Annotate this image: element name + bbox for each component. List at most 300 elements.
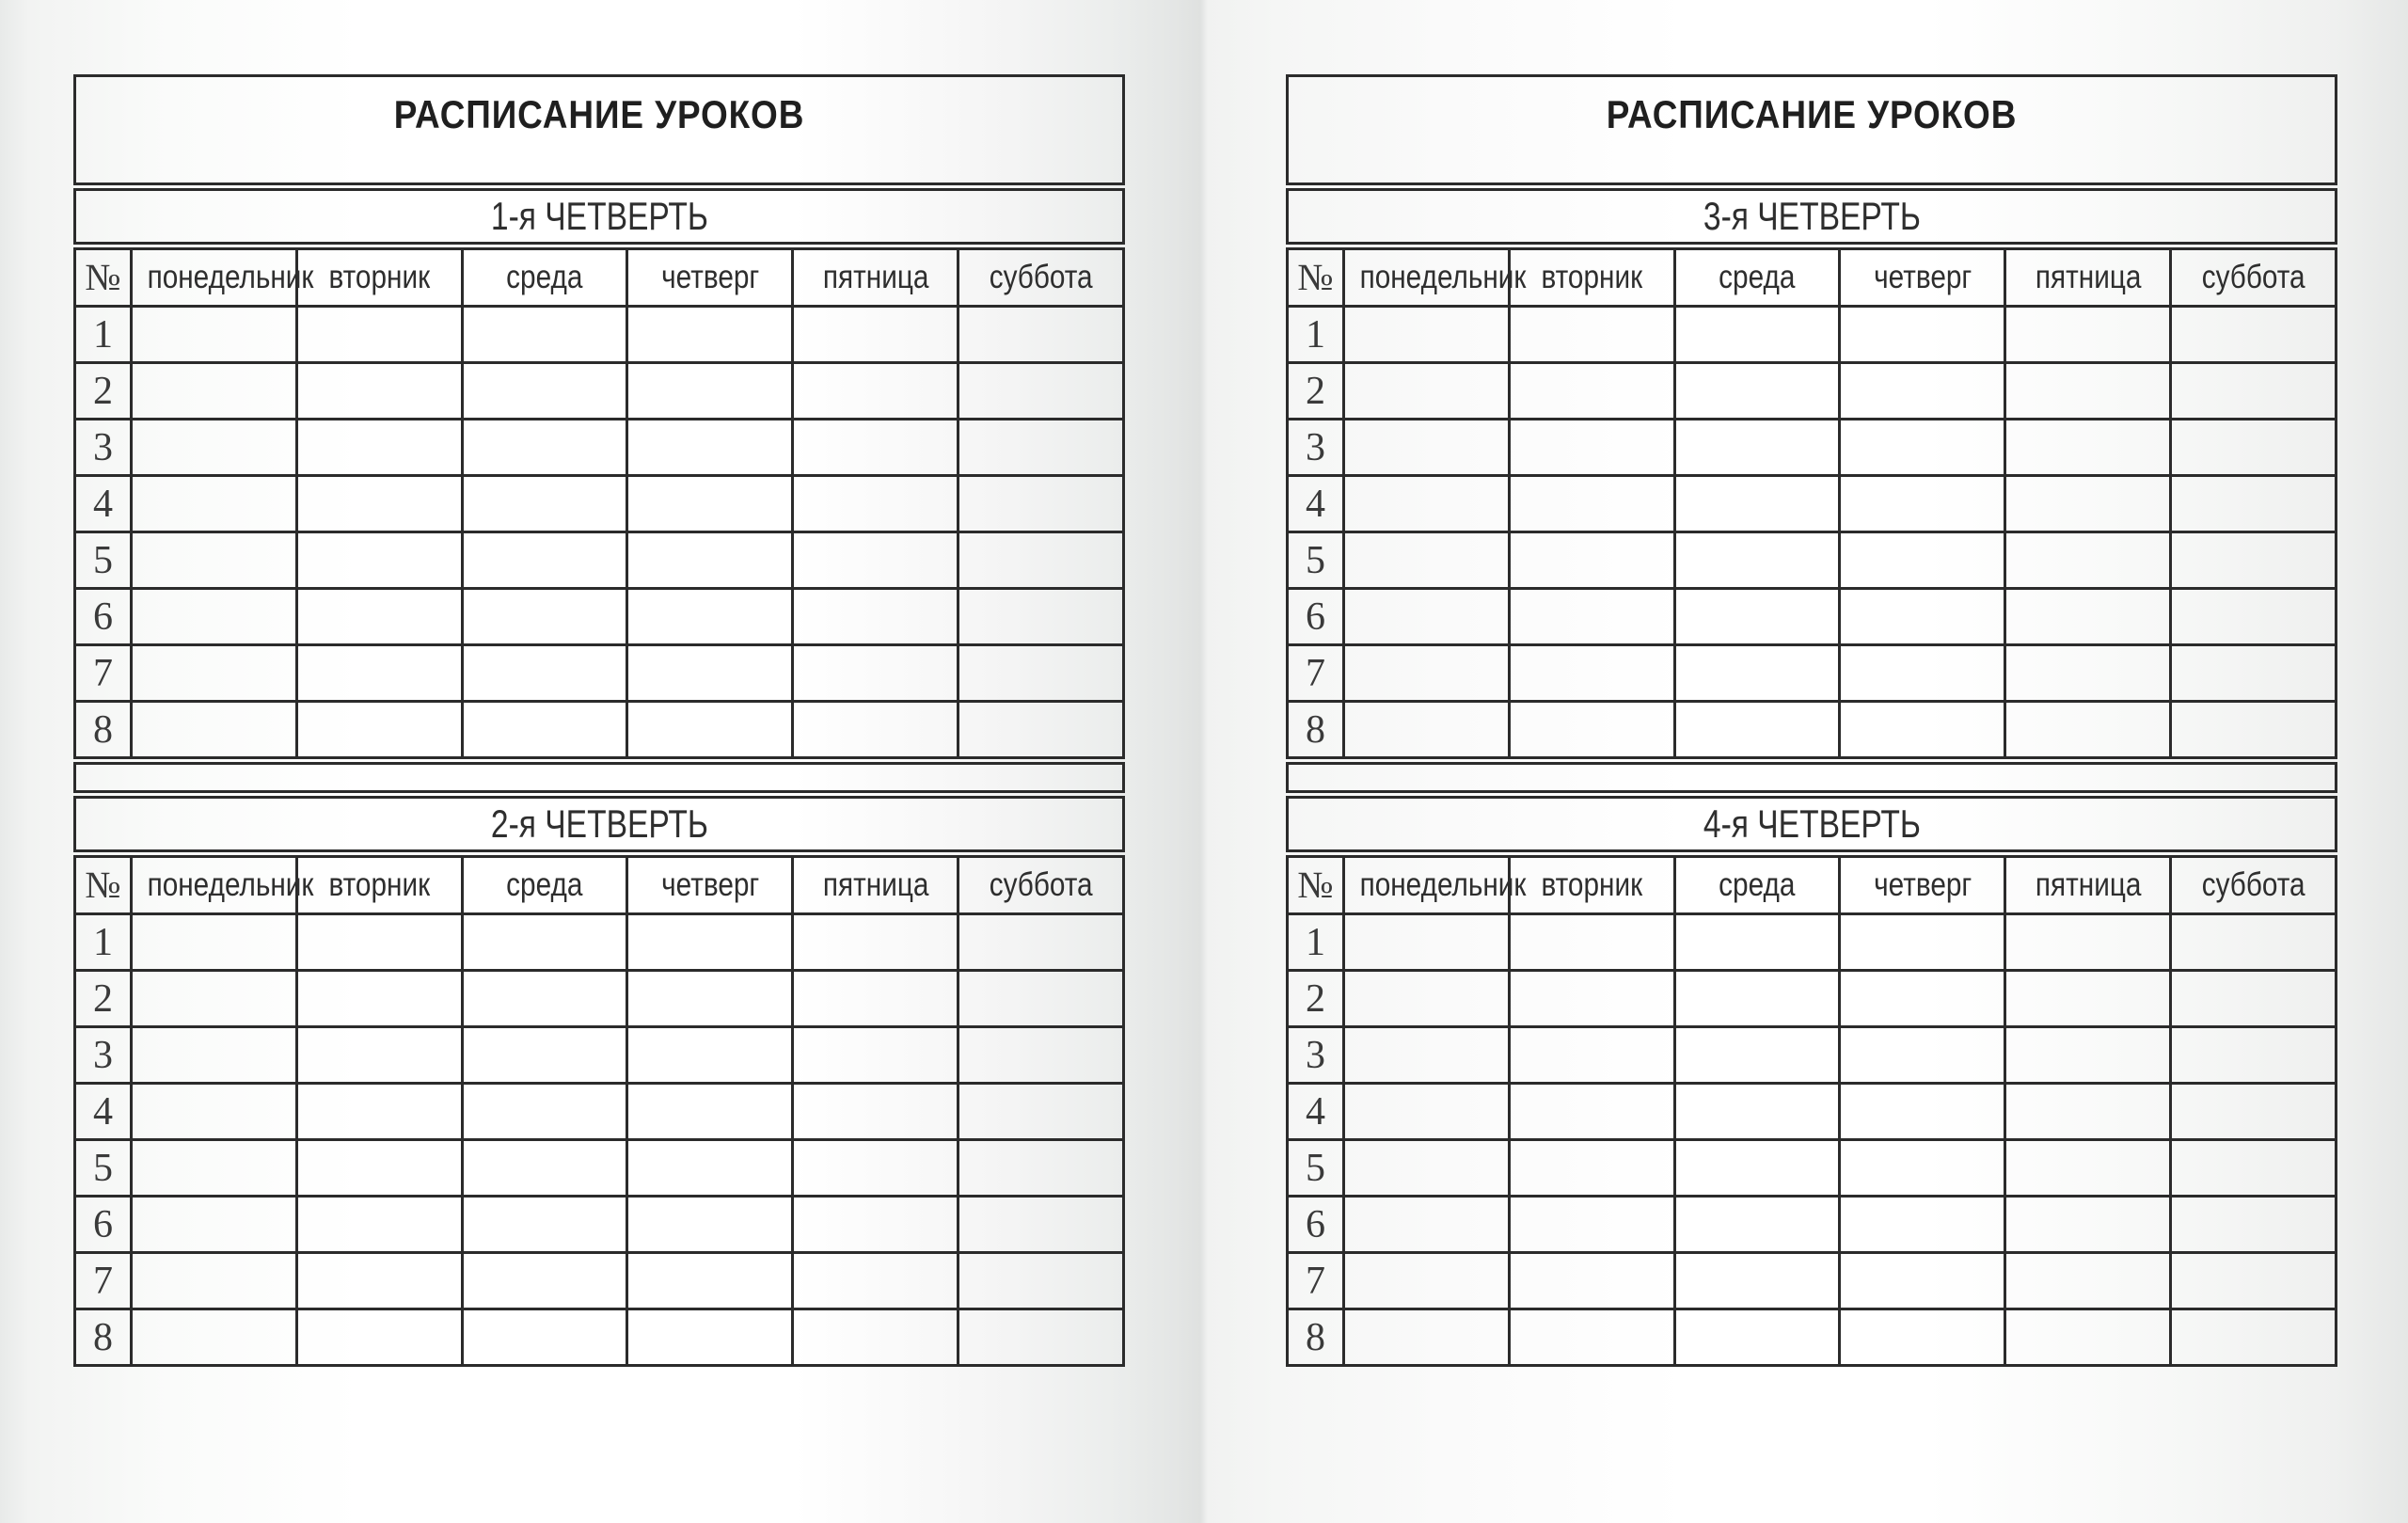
day-header-row xyxy=(1288,249,2337,307)
lesson-row xyxy=(75,702,1124,758)
lesson-number: 8 xyxy=(75,1309,132,1366)
day-header: четверг xyxy=(1840,857,2005,914)
schedule-cell[interactable] xyxy=(1344,914,1510,971)
lesson-number: 2 xyxy=(75,363,132,420)
schedule-cell[interactable] xyxy=(132,476,297,532)
schedule-cell[interactable] xyxy=(462,1084,627,1140)
schedule-cell[interactable] xyxy=(2005,1309,2171,1366)
schedule-cell[interactable] xyxy=(1344,702,1510,758)
schedule-cell[interactable] xyxy=(793,476,958,532)
schedule-cell[interactable] xyxy=(1509,476,1674,532)
left-page-title-box xyxy=(73,74,1125,185)
schedule-cell[interactable] xyxy=(627,1140,793,1197)
day-header: пятница xyxy=(2005,857,2171,914)
schedule-cell[interactable] xyxy=(958,532,1124,589)
schedule-cell[interactable] xyxy=(1509,1197,1674,1253)
quarter-header-q3 xyxy=(1286,188,2337,245)
page-title: РАСПИСАНИЕ УРОКОВ xyxy=(393,92,805,136)
schedule-cell[interactable] xyxy=(1674,589,1840,645)
schedule-cell[interactable] xyxy=(958,914,1124,971)
schedule-cell[interactable] xyxy=(958,1027,1124,1084)
lesson-row xyxy=(1288,307,2337,363)
schedule-cell[interactable] xyxy=(296,589,462,645)
lesson-number: 1 xyxy=(1288,307,1344,363)
schedule-cell[interactable] xyxy=(462,476,627,532)
schedule-cell[interactable] xyxy=(958,645,1124,702)
schedule-cell[interactable] xyxy=(2171,702,2337,758)
schedule-cell[interactable] xyxy=(1840,307,2005,363)
day-header: пятница xyxy=(2005,249,2171,307)
section-spacer xyxy=(1286,762,2337,793)
schedule-cell[interactable] xyxy=(1674,1140,1840,1197)
schedule-cell[interactable] xyxy=(627,363,793,420)
day-header: вторник xyxy=(1509,857,1674,914)
schedule-cell[interactable] xyxy=(2171,1084,2337,1140)
schedule-cell[interactable] xyxy=(1509,1140,1674,1197)
day-header: среда xyxy=(462,857,627,914)
schedule-cell[interactable] xyxy=(132,1253,297,1309)
schedule-cell[interactable] xyxy=(1840,476,2005,532)
lesson-number: 8 xyxy=(1288,702,1344,758)
lesson-row xyxy=(1288,1140,2337,1197)
lesson-row xyxy=(1288,971,2337,1027)
lesson-row xyxy=(75,971,1124,1027)
lesson-number: 2 xyxy=(1288,363,1344,420)
schedule-cell[interactable] xyxy=(1344,476,1510,532)
schedule-cell[interactable] xyxy=(2005,1197,2171,1253)
lesson-number: 5 xyxy=(1288,532,1344,589)
lesson-row xyxy=(1288,645,2337,702)
day-header: суббота xyxy=(958,857,1124,914)
schedule-cell[interactable] xyxy=(296,1309,462,1366)
schedule-cell[interactable] xyxy=(132,702,297,758)
schedule-cell[interactable] xyxy=(1840,532,2005,589)
schedule-cell[interactable] xyxy=(462,1140,627,1197)
schedule-cell[interactable] xyxy=(296,476,462,532)
lesson-row xyxy=(1288,532,2337,589)
schedule-cell[interactable] xyxy=(462,1027,627,1084)
lesson-number: 5 xyxy=(1288,1140,1344,1197)
schedule-cell[interactable] xyxy=(627,420,793,476)
schedule-cell[interactable] xyxy=(296,914,462,971)
lesson-row xyxy=(1288,1253,2337,1309)
schedule-cell[interactable] xyxy=(793,420,958,476)
schedule-cell[interactable] xyxy=(132,1084,297,1140)
schedule-cell[interactable] xyxy=(296,971,462,1027)
schedule-cell[interactable] xyxy=(2171,645,2337,702)
schedule-cell[interactable] xyxy=(793,363,958,420)
schedule-cell[interactable] xyxy=(2005,307,2171,363)
day-header: вторник xyxy=(296,249,462,307)
lesson-row xyxy=(1288,476,2337,532)
lesson-number: 5 xyxy=(75,532,132,589)
lesson-number: 2 xyxy=(1288,971,1344,1027)
schedule-cell[interactable] xyxy=(793,971,958,1027)
schedule-cell[interactable] xyxy=(2005,363,2171,420)
schedule-cell[interactable] xyxy=(462,420,627,476)
schedule-cell[interactable] xyxy=(793,702,958,758)
schedule-cell[interactable] xyxy=(1344,532,1510,589)
day-header: четверг xyxy=(627,249,793,307)
lesson-row xyxy=(1288,420,2337,476)
day-header: вторник xyxy=(1509,249,1674,307)
quarter-label: 1-я ЧЕТВЕРТЬ xyxy=(490,194,708,238)
lesson-number: 1 xyxy=(75,307,132,363)
schedule-cell[interactable] xyxy=(1344,971,1510,1027)
schedule-cell[interactable] xyxy=(1344,1027,1510,1084)
number-column-header: № xyxy=(1288,857,1344,914)
schedule-cell[interactable] xyxy=(2171,532,2337,589)
lesson-number: 8 xyxy=(1288,1309,1344,1366)
day-header: среда xyxy=(462,249,627,307)
schedule-cell[interactable] xyxy=(1674,1197,1840,1253)
schedule-cell[interactable] xyxy=(1840,363,2005,420)
left-page xyxy=(73,74,1125,1367)
lesson-number: 3 xyxy=(75,1027,132,1084)
schedule-cell[interactable] xyxy=(462,589,627,645)
schedule-cell[interactable] xyxy=(1840,971,2005,1027)
schedule-cell[interactable] xyxy=(296,307,462,363)
schedule-cell[interactable] xyxy=(793,589,958,645)
schedule-cell[interactable] xyxy=(1674,914,1840,971)
schedule-cell[interactable] xyxy=(1840,645,2005,702)
schedule-cell[interactable] xyxy=(1840,702,2005,758)
lesson-row xyxy=(75,645,1124,702)
day-header: четверг xyxy=(1840,249,2005,307)
lesson-number: 6 xyxy=(1288,1197,1344,1253)
schedule-cell[interactable] xyxy=(132,1197,297,1253)
schedule-cell[interactable] xyxy=(1509,1084,1674,1140)
schedule-cell[interactable] xyxy=(2005,476,2171,532)
schedule-cell[interactable] xyxy=(132,914,297,971)
schedule-cell[interactable] xyxy=(1344,1197,1510,1253)
schedule-cell[interactable] xyxy=(462,702,627,758)
schedule-cell[interactable] xyxy=(296,1140,462,1197)
right-page xyxy=(1286,74,2337,1367)
schedule-cell[interactable] xyxy=(627,702,793,758)
lesson-row xyxy=(1288,363,2337,420)
schedule-cell[interactable] xyxy=(2005,702,2171,758)
schedule-cell[interactable] xyxy=(1509,307,1674,363)
schedule-cell[interactable] xyxy=(958,1309,1124,1366)
schedule-cell[interactable] xyxy=(2005,589,2171,645)
schedule-cell[interactable] xyxy=(2005,971,2171,1027)
schedule-cell[interactable] xyxy=(793,1197,958,1253)
schedule-cell[interactable] xyxy=(958,1084,1124,1140)
schedule-cell[interactable] xyxy=(2171,363,2337,420)
lesson-number: 5 xyxy=(75,1140,132,1197)
schedule-cell[interactable] xyxy=(296,420,462,476)
lesson-number: 3 xyxy=(1288,1027,1344,1084)
schedule-cell[interactable] xyxy=(793,1140,958,1197)
schedule-cell[interactable] xyxy=(1840,1084,2005,1140)
schedule-cell[interactable] xyxy=(132,1309,297,1366)
schedule-cell[interactable] xyxy=(793,914,958,971)
schedule-cell[interactable] xyxy=(1509,1027,1674,1084)
schedule-cell[interactable] xyxy=(2171,589,2337,645)
schedule-cell[interactable] xyxy=(462,645,627,702)
schedule-cell[interactable] xyxy=(462,1253,627,1309)
day-header: суббота xyxy=(2171,249,2337,307)
lesson-row xyxy=(1288,1197,2337,1253)
schedule-cell[interactable] xyxy=(132,589,297,645)
schedule-cell[interactable] xyxy=(793,307,958,363)
schedule-cell[interactable] xyxy=(1509,363,1674,420)
schedule-cell[interactable] xyxy=(958,1253,1124,1309)
schedule-cell[interactable] xyxy=(462,1197,627,1253)
day-header: среда xyxy=(1674,857,1840,914)
schedule-cell[interactable] xyxy=(1674,702,1840,758)
schedule-cell[interactable] xyxy=(1344,589,1510,645)
schedule-cell[interactable] xyxy=(132,1140,297,1197)
day-header: понедельник xyxy=(1344,249,1510,307)
quarter-header-q2 xyxy=(73,796,1125,852)
lesson-number: 6 xyxy=(75,589,132,645)
schedule-cell[interactable] xyxy=(1509,645,1674,702)
schedule-cell[interactable] xyxy=(296,1253,462,1309)
lesson-number: 6 xyxy=(75,1197,132,1253)
lesson-row xyxy=(1288,1084,2337,1140)
quarter-3-schedule-table xyxy=(1286,247,2337,759)
schedule-cell[interactable] xyxy=(627,1084,793,1140)
schedule-cell[interactable] xyxy=(1509,1253,1674,1309)
lesson-number: 7 xyxy=(75,1253,132,1309)
schedule-cell[interactable] xyxy=(132,645,297,702)
schedule-cell[interactable] xyxy=(958,1197,1124,1253)
schedule-cell[interactable] xyxy=(2171,1027,2337,1084)
number-column-header: № xyxy=(1288,249,1344,307)
schedule-cell[interactable] xyxy=(1509,420,1674,476)
schedule-cell[interactable] xyxy=(1509,1309,1674,1366)
schedule-cell[interactable] xyxy=(1674,1309,1840,1366)
schedule-cell[interactable] xyxy=(958,363,1124,420)
schedule-cell[interactable] xyxy=(1509,532,1674,589)
schedule-cell[interactable] xyxy=(2005,1253,2171,1309)
right-page-title-box xyxy=(1286,74,2337,185)
schedule-cell[interactable] xyxy=(462,532,627,589)
quarter-label: 3-я ЧЕТВЕРТЬ xyxy=(1703,194,1921,238)
schedule-cell[interactable] xyxy=(2171,307,2337,363)
schedule-cell[interactable] xyxy=(2005,914,2171,971)
quarter-header-q1 xyxy=(73,188,1125,245)
schedule-cell[interactable] xyxy=(627,476,793,532)
schedule-cell[interactable] xyxy=(1344,645,1510,702)
schedule-cell[interactable] xyxy=(1674,363,1840,420)
lesson-number: 4 xyxy=(1288,476,1344,532)
day-header: суббота xyxy=(2171,857,2337,914)
schedule-cell[interactable] xyxy=(2005,420,2171,476)
lesson-row xyxy=(1288,589,2337,645)
lesson-row xyxy=(75,589,1124,645)
schedule-cell[interactable] xyxy=(627,1253,793,1309)
schedule-cell[interactable] xyxy=(627,589,793,645)
schedule-cell[interactable] xyxy=(132,1027,297,1084)
schedule-cell[interactable] xyxy=(132,971,297,1027)
schedule-cell[interactable] xyxy=(1509,702,1674,758)
lesson-number: 4 xyxy=(75,476,132,532)
schedule-cell[interactable] xyxy=(627,532,793,589)
schedule-cell[interactable] xyxy=(1674,971,1840,1027)
schedule-cell[interactable] xyxy=(1344,1253,1510,1309)
lesson-number: 3 xyxy=(75,420,132,476)
schedule-cell[interactable] xyxy=(462,914,627,971)
day-header: понедельник xyxy=(132,249,297,307)
schedule-cell[interactable] xyxy=(132,307,297,363)
schedule-cell[interactable] xyxy=(627,1197,793,1253)
lesson-row xyxy=(75,1197,1124,1253)
schedule-cell[interactable] xyxy=(793,645,958,702)
schedule-cell[interactable] xyxy=(958,420,1124,476)
schedule-cell[interactable] xyxy=(2005,1027,2171,1084)
lesson-number: 1 xyxy=(75,914,132,971)
day-header: среда xyxy=(1674,249,1840,307)
schedule-cell[interactable] xyxy=(1840,1140,2005,1197)
schedule-cell[interactable] xyxy=(793,1027,958,1084)
schedule-cell[interactable] xyxy=(627,645,793,702)
schedule-cell[interactable] xyxy=(958,702,1124,758)
schedule-cell[interactable] xyxy=(1344,363,1510,420)
schedule-cell[interactable] xyxy=(1674,476,1840,532)
schedule-cell[interactable] xyxy=(1509,914,1674,971)
schedule-cell[interactable] xyxy=(2171,420,2337,476)
schedule-cell[interactable] xyxy=(793,1309,958,1366)
lesson-row xyxy=(1288,1027,2337,1084)
day-header: пятница xyxy=(793,857,958,914)
lesson-row xyxy=(75,476,1124,532)
schedule-cell[interactable] xyxy=(958,1140,1124,1197)
schedule-cell[interactable] xyxy=(1840,1253,2005,1309)
schedule-cell[interactable] xyxy=(1674,645,1840,702)
schedule-cell[interactable] xyxy=(1840,1027,2005,1084)
schedule-cell[interactable] xyxy=(132,363,297,420)
schedule-cell[interactable] xyxy=(2171,1140,2337,1197)
schedule-cell[interactable] xyxy=(2171,1197,2337,1253)
day-header: понедельник xyxy=(1344,857,1510,914)
lesson-row xyxy=(75,1309,1124,1366)
quarter-2-schedule-table xyxy=(73,855,1125,1367)
schedule-cell[interactable] xyxy=(793,1084,958,1140)
schedule-cell[interactable] xyxy=(627,1027,793,1084)
lesson-number: 4 xyxy=(75,1084,132,1140)
schedule-cell[interactable] xyxy=(462,363,627,420)
schedule-cell[interactable] xyxy=(1674,1027,1840,1084)
schedule-cell[interactable] xyxy=(132,420,297,476)
schedule-cell[interactable] xyxy=(2171,971,2337,1027)
quarter-4-schedule-table xyxy=(1286,855,2337,1367)
day-header: вторник xyxy=(296,857,462,914)
schedule-cell[interactable] xyxy=(462,971,627,1027)
schedule-cell[interactable] xyxy=(1840,589,2005,645)
schedule-cell[interactable] xyxy=(296,1197,462,1253)
number-column-header: № xyxy=(75,857,132,914)
lesson-number: 7 xyxy=(1288,645,1344,702)
schedule-cell[interactable] xyxy=(1344,1084,1510,1140)
schedule-cell[interactable] xyxy=(1840,914,2005,971)
schedule-cell[interactable] xyxy=(296,1027,462,1084)
schedule-cell[interactable] xyxy=(1509,589,1674,645)
schedule-cell[interactable] xyxy=(958,476,1124,532)
schedule-cell[interactable] xyxy=(2005,1084,2171,1140)
schedule-cell[interactable] xyxy=(1840,420,2005,476)
day-header-row xyxy=(75,857,1124,914)
schedule-cell[interactable] xyxy=(296,363,462,420)
schedule-cell[interactable] xyxy=(793,1253,958,1309)
schedule-cell[interactable] xyxy=(462,307,627,363)
schedule-cell[interactable] xyxy=(958,307,1124,363)
lesson-row xyxy=(1288,702,2337,758)
schedule-cell[interactable] xyxy=(2171,1309,2337,1366)
lesson-number: 7 xyxy=(1288,1253,1344,1309)
schedule-cell[interactable] xyxy=(627,971,793,1027)
schedule-cell[interactable] xyxy=(1674,1253,1840,1309)
lesson-row xyxy=(75,307,1124,363)
schedule-cell[interactable] xyxy=(2005,532,2171,589)
schedule-cell[interactable] xyxy=(958,589,1124,645)
schedule-cell[interactable] xyxy=(462,1309,627,1366)
quarter-header-q4 xyxy=(1286,796,2337,852)
schedule-cell[interactable] xyxy=(1674,1084,1840,1140)
schedule-cell[interactable] xyxy=(1344,307,1510,363)
lesson-row xyxy=(1288,914,2337,971)
section-spacer xyxy=(73,762,1125,793)
schedule-cell[interactable] xyxy=(1840,1309,2005,1366)
schedule-cell[interactable] xyxy=(1674,307,1840,363)
schedule-cell[interactable] xyxy=(2171,914,2337,971)
schedule-cell[interactable] xyxy=(627,914,793,971)
lesson-number: 4 xyxy=(1288,1084,1344,1140)
schedule-cell[interactable] xyxy=(958,971,1124,1027)
schedule-cell[interactable] xyxy=(1344,420,1510,476)
quarter-1-schedule-table xyxy=(73,247,1125,759)
lesson-row xyxy=(75,1084,1124,1140)
lesson-number: 8 xyxy=(75,702,132,758)
schedule-cell[interactable] xyxy=(2171,476,2337,532)
quarter-label: 2-я ЧЕТВЕРТЬ xyxy=(490,801,708,846)
lesson-number: 3 xyxy=(1288,420,1344,476)
schedule-cell[interactable] xyxy=(2171,1253,2337,1309)
schedule-cell[interactable] xyxy=(296,702,462,758)
lesson-number: 6 xyxy=(1288,589,1344,645)
schedule-cell[interactable] xyxy=(627,307,793,363)
schedule-cell[interactable] xyxy=(1840,1197,2005,1253)
schedule-cell[interactable] xyxy=(793,532,958,589)
lesson-row xyxy=(75,363,1124,420)
lesson-row xyxy=(75,1140,1124,1197)
lesson-number: 1 xyxy=(1288,914,1344,971)
schedule-cell[interactable] xyxy=(1344,1309,1510,1366)
lesson-row xyxy=(75,532,1124,589)
schedule-cell[interactable] xyxy=(627,1309,793,1366)
schedule-cell[interactable] xyxy=(2005,645,2171,702)
lesson-row xyxy=(1288,1309,2337,1366)
schedule-cell[interactable] xyxy=(296,645,462,702)
lesson-number: 2 xyxy=(75,971,132,1027)
lesson-row xyxy=(75,914,1124,971)
schedule-cell[interactable] xyxy=(2005,1140,2171,1197)
day-header: понедельник xyxy=(132,857,297,914)
schedule-cell[interactable] xyxy=(1674,532,1840,589)
schedule-cell[interactable] xyxy=(1509,971,1674,1027)
schedule-cell[interactable] xyxy=(1674,420,1840,476)
day-header: четверг xyxy=(627,857,793,914)
lesson-number: 7 xyxy=(75,645,132,702)
day-header-row xyxy=(1288,857,2337,914)
lesson-row xyxy=(75,1027,1124,1084)
schedule-cell[interactable] xyxy=(296,1084,462,1140)
schedule-cell[interactable] xyxy=(1344,1140,1510,1197)
schedule-cell[interactable] xyxy=(296,532,462,589)
schedule-cell[interactable] xyxy=(132,532,297,589)
